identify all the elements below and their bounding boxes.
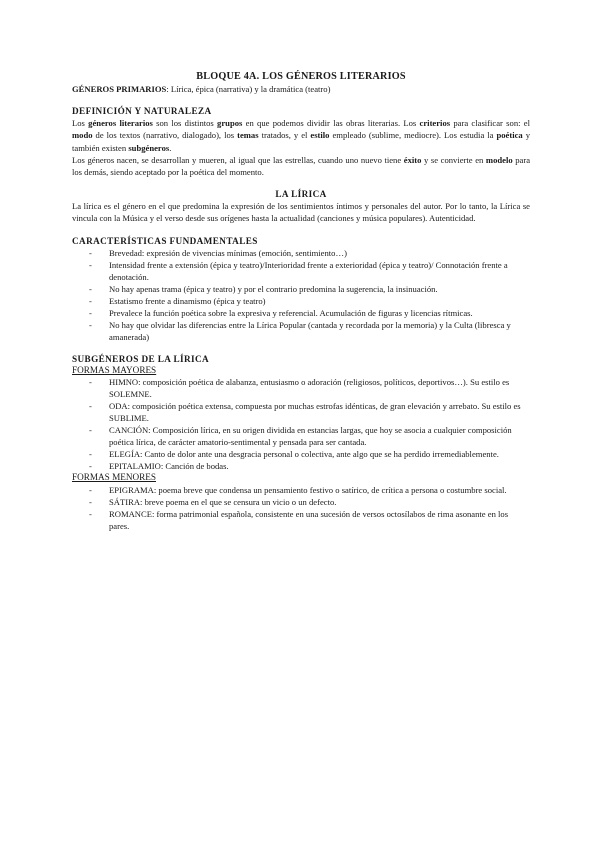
list-item-text: CANCIÓN: Composición lírica, en su origen dividida en estancias largas, que hoy se asocia a cualquier composición poética lírica, de carácter amatorio-sentimental y pensada para ser cantada. [109,425,512,448]
dash-bullet-icon: - [89,496,92,507]
dash-bullet-icon: - [89,425,92,436]
dash-bullet-icon: - [89,508,92,519]
bold-term: poética [496,130,523,141]
list-item [72,283,530,295]
dash-bullet-icon: - [89,295,92,306]
page-title: BLOQUE 4A. LOS GÉNEROS LITERARIOS [196,71,406,82]
text-run: de los textos (narrativo, dialogado), los [92,130,238,141]
text-run: para los demás, siendo aceptado por la poética del momento. [72,154,531,178]
list-item-text: Estatismo frente a dinamismo (épica y teatro) [109,295,266,306]
bold-term: grupos [217,118,243,129]
list-item [72,259,530,283]
text-run: para clasificar son: el [450,118,530,129]
text-run: Los géneros nacen, se desarrollan y mueren, al igual que las estrellas, cuando uno nuevo tiene [72,154,404,165]
definicion-paragraph-1 [72,117,530,154]
dash-bullet-icon: - [89,307,92,318]
list-item-text: HIMNO: composición poética de alabanza, entusiasmo o adoración (religiosos, políticos, deportivos…). Su estilo es SOLEMNE. [109,377,510,400]
list-item-text: ELEGÍA: Canto de dolor ante una desgracia personal o colectiva, ante algo que se ha perdido irremediablemente. [109,449,499,460]
bold-term: criterios [419,118,451,129]
definicion-heading: DEFINICIÓN Y NATURALEZA [72,106,212,117]
list-item-text: No hay apenas trama (épica y teatro) y por el contrario predomina la sugerencia, la insinuación. [109,283,438,294]
list-item [72,319,530,343]
definicion-paragraph-2 [72,154,530,178]
list-item [72,247,530,259]
caracteristicas-list [72,247,530,343]
dash-bullet-icon: - [89,484,92,495]
bold-term: éxito [403,154,422,165]
dash-bullet-icon: - [89,401,92,412]
bold-term: modelo [485,154,513,165]
list-item [72,448,530,460]
bold-term: modo [72,130,93,141]
list-item-text: Prevalece la función poética sobre la expresiva y referencial. Acumulación de figuras y licencias rítmicas. [109,307,473,318]
generos-primarios-text: : Lírica, épica (narrativa) y la dramática (teatro) [166,84,331,94]
list-item [72,424,530,448]
dash-bullet-icon: - [89,377,92,388]
list-item-text: No hay que olvidar las diferencias entre la Lírica Popular (cantada y recordada por la memoria) y la Culta (libresca y amanerada) [109,319,511,342]
bold-term: temas [237,130,259,141]
list-item [72,460,530,472]
text-run: son los distintos [152,118,218,129]
dash-bullet-icon: - [89,319,92,330]
lirica-paragraph: La lírica es el género en el que predomina la expresión de los sentimientos íntimos y personales del autor. Por lo tanto, la Lírica se vincula con la Música y el verso desde sus orígenes hasta la actualidad (canciones y música populares). Autenticidad. [72,201,530,224]
list-item [72,295,530,307]
dash-bullet-icon: - [89,461,92,472]
list-item-text: EPIGRAMA: poema breve que condensa un pensamiento festivo o satírico, de crítica a persona o costumbre social. [109,484,507,495]
list-item-text: EPITALAMIO: Canción de bodas. [109,461,229,472]
list-item [72,376,530,400]
text-run: y se convierte en [421,154,486,165]
list-item-text: SÁTIRA: breve poema en el que se censura un vicio o un defecto. [109,496,337,507]
text-run: y también existen [72,130,531,153]
generos-primarios-label: GÉNEROS PRIMARIOS [72,84,167,94]
formas-mayores-list [72,376,530,472]
bold-term: estilo [310,130,330,141]
text-run: tratados, y el [258,130,311,141]
formas-menores-label: FORMAS MENORES [72,472,156,483]
dash-bullet-icon: - [89,247,92,258]
formas-menores-list [72,484,530,532]
document-page [72,70,530,532]
lirica-heading: LA LÍRICA [275,189,327,200]
text-run: en que podemos dividir las obras literarias. Los [242,118,420,129]
subgeneros-heading: SUBGÉNEROS DE LA LÍRICA [72,353,210,364]
list-item [72,307,530,319]
list-item [72,508,530,532]
list-item [72,400,530,424]
dash-bullet-icon: - [89,283,92,294]
dash-bullet-icon: - [89,259,92,270]
text-run: Los [72,118,89,129]
caracteristicas-heading: CARACTERÍSTICAS FUNDAMENTALES [72,235,258,246]
list-item [72,484,530,496]
text-run: . [169,142,172,153]
bold-term: subgéneros [128,142,170,153]
list-item-text: ROMANCE: forma patrimonial española, consistente en una sucesión de versos octosílabos de rima asonante en los pares. [109,508,509,531]
list-item [72,496,530,508]
generos-primarios-line [72,83,530,95]
text-run: empleado (sublime, mediocre). Los estudia la [329,130,497,141]
formas-mayores-label: FORMAS MAYORES [72,364,157,375]
list-item-text: Intensidad frente a extensión (épica y teatro)/Interioridad frente a exterioridad (épica y teatro)/ Connotación frente a denotación. [109,259,508,282]
dash-bullet-icon: - [89,449,92,460]
list-item-text: Brevedad: expresión de vivencias mínimas (emoción, sentimiento…) [109,247,347,258]
list-item-text: ODA: composición poética extensa, compuesta por muchas estrofas idénticas, de gran elevación y arrebato. Su estilo es SUBLIME. [109,401,521,424]
bold-term: géneros literarios [88,118,153,129]
